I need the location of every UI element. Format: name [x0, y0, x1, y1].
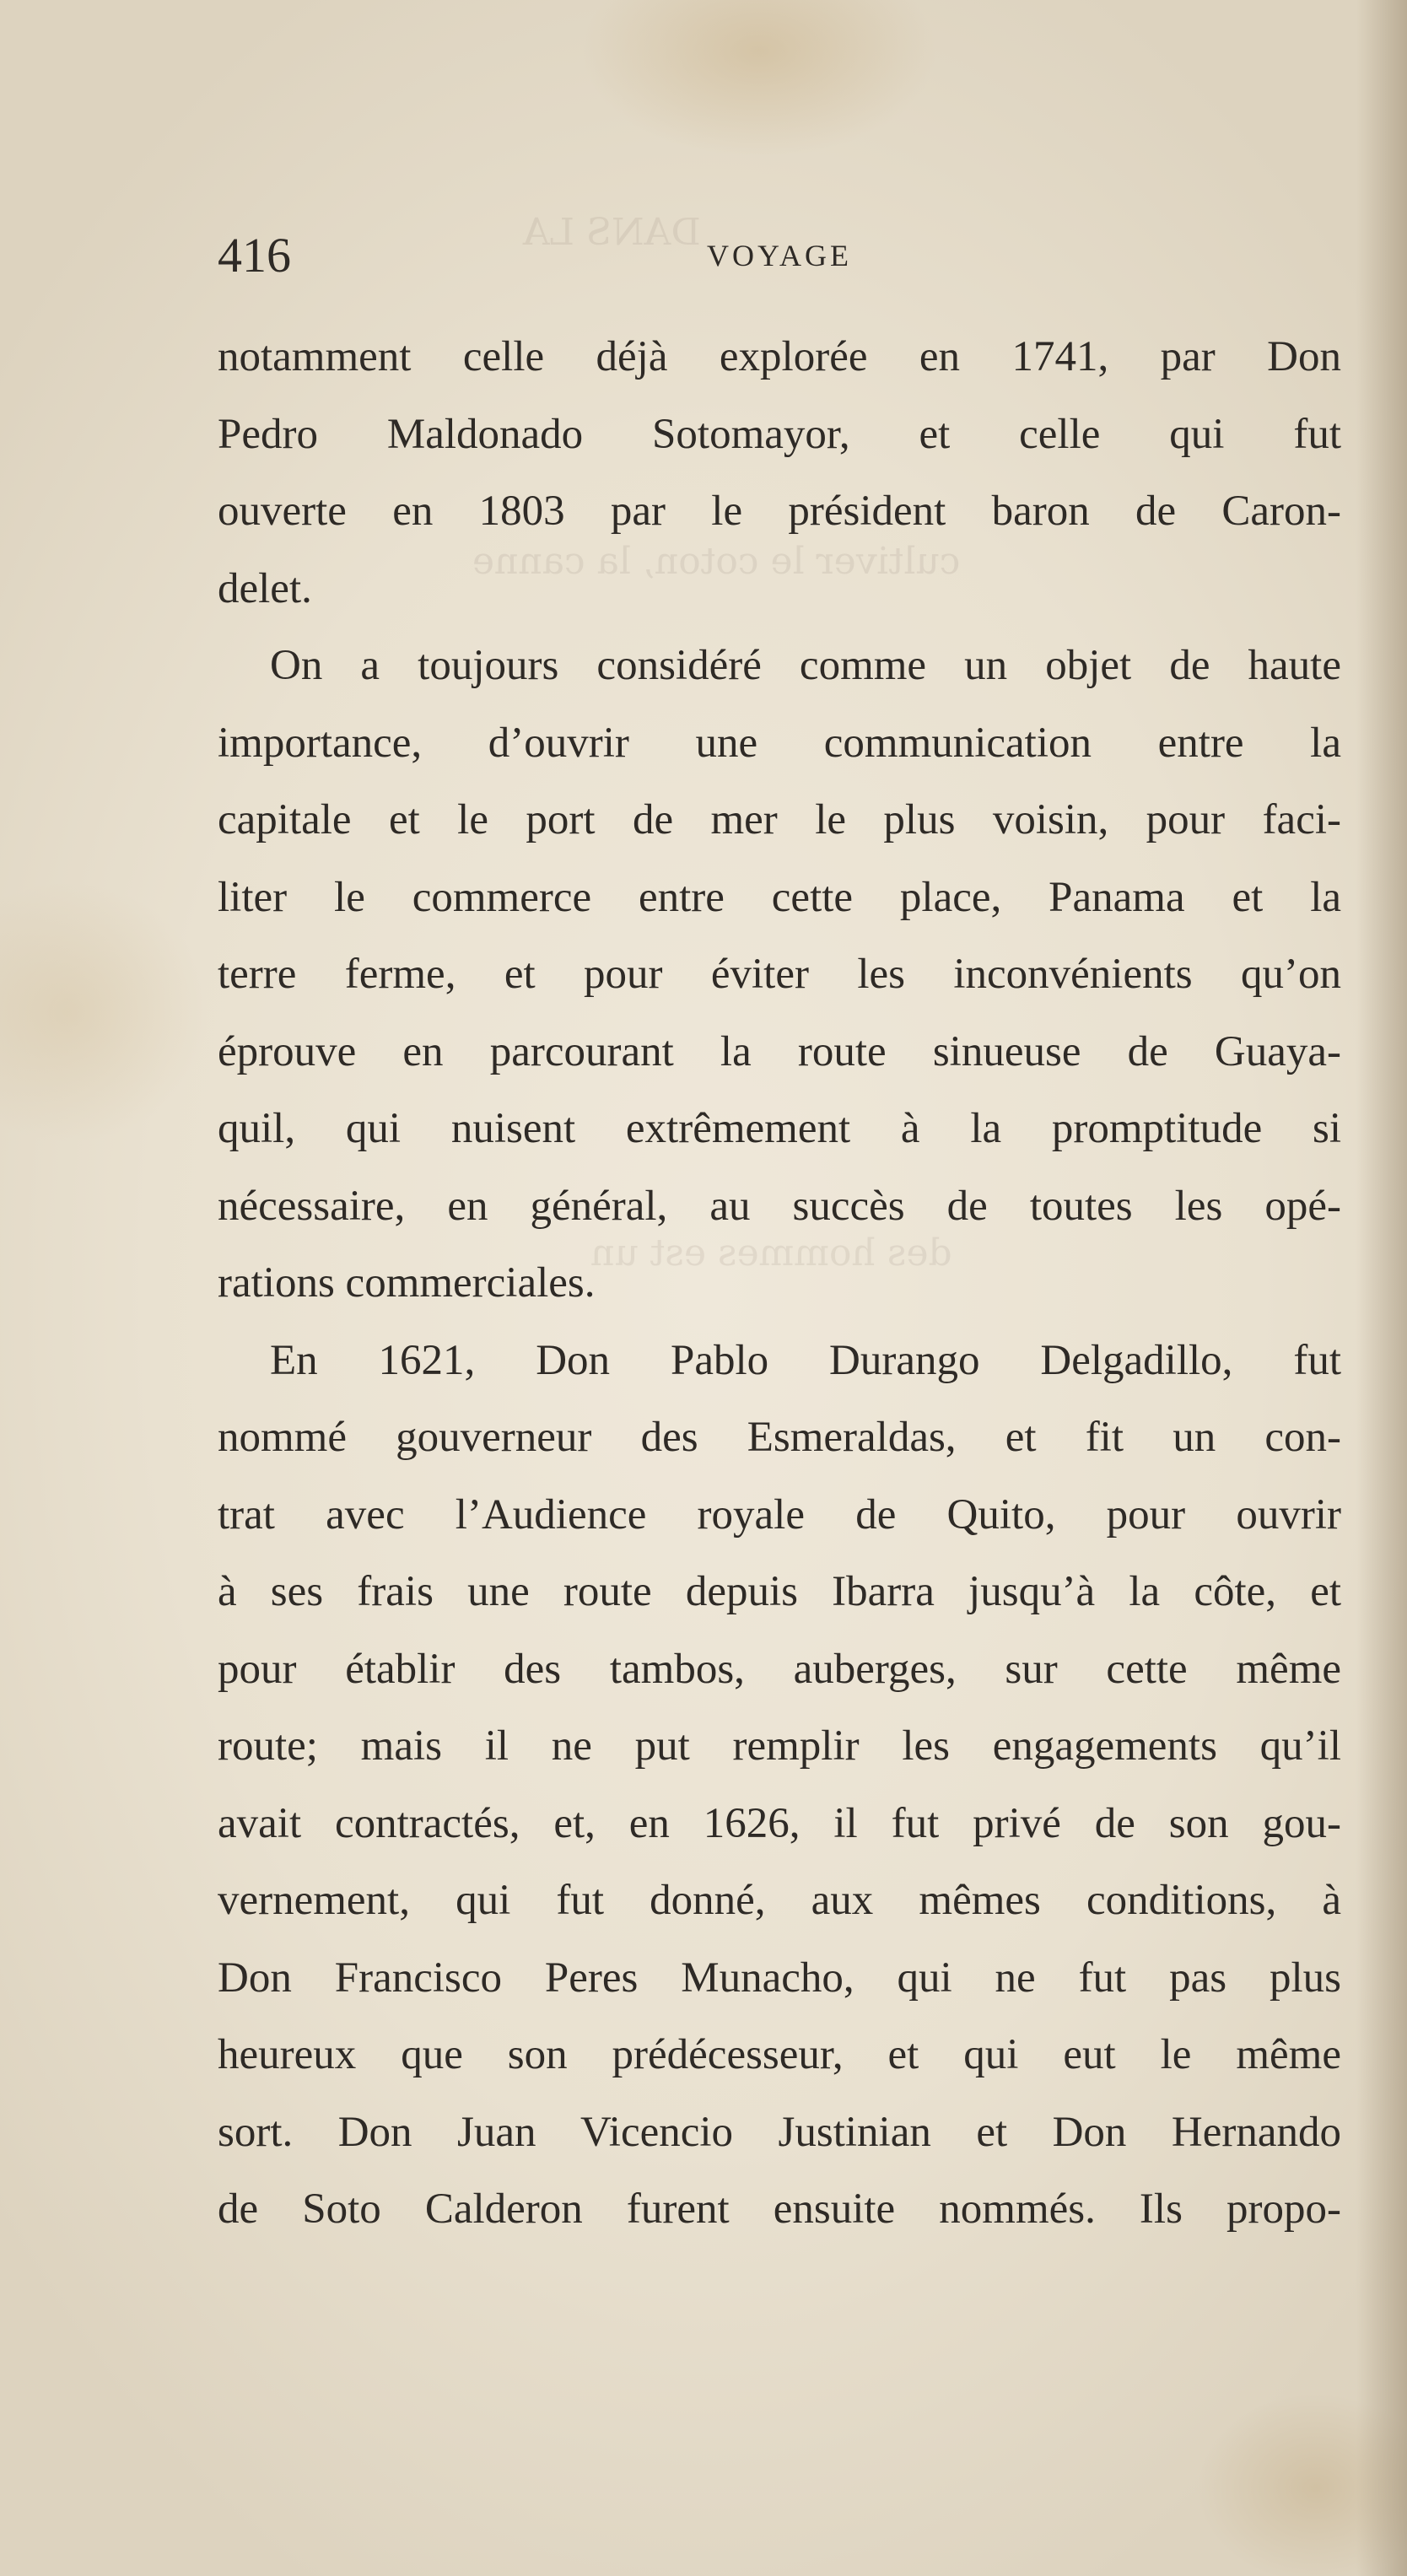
body-text: [218, 319, 1341, 2249]
text-line: route; mais il ne put remplir les engagements qu’il: [218, 1722, 1341, 1770]
text-line: Don Francisco Peres Munacho, qui ne fut pas plus: [218, 1954, 1341, 2002]
page-number: 416: [218, 228, 291, 283]
text-line: notamment celle déjà explorée en 1741, par Don: [218, 333, 1341, 380]
show-through-text: cultiver le coton, la canne: [472, 540, 961, 583]
text-line: sort. Don Juan Vicencio Justinian et Don Hernando: [218, 2108, 1341, 2156]
text-line: nécessaire, en général, au succès de toutes les opé-: [218, 1182, 1341, 1230]
text-line: delet.: [218, 564, 312, 612]
page-edge-shadow: [1356, 0, 1407, 2576]
text-line: En 1621, Don Pablo Durango Delgadillo, fut: [270, 1336, 1341, 1384]
page-header: [218, 226, 1341, 285]
text-line: heureux que son prédécesseur, et qui eut le même: [218, 2031, 1341, 2078]
text-line: terre ferme, et pour éviter les inconvénients qu’on: [218, 951, 1341, 998]
text-line: quil, qui nuisent extrêmement à la promptitude si: [218, 1105, 1341, 1152]
text-line: ouverte en 1803 par le président baron de Caron-: [218, 488, 1341, 535]
text-line: de Soto Calderon furent ensuite nommés. Ils propo-: [218, 2185, 1341, 2233]
text-line: Pedro Maldonado Sotomayor, et celle qui fut: [218, 410, 1341, 458]
running-title: VOYAGE: [707, 239, 852, 272]
text-line: à ses frais une route depuis Ibarra jusqu’à la côte, et: [218, 1568, 1341, 1615]
text-line: rations commerciales.: [218, 1259, 596, 1307]
show-through-text: DANS LA: [523, 211, 701, 254]
text-line: liter le commerce entre cette place, Panama et la: [218, 873, 1341, 921]
show-through-text: des hommes est un: [590, 1231, 952, 1275]
text-line: vernement, qui fut donné, aux mêmes conditions, à: [218, 1877, 1341, 1924]
text-line: trat avec l’Audience royale de Quito, pour ouvrir: [218, 1490, 1341, 1539]
text-line: avait contractés, et, en 1626, il fut privé de son gou-: [218, 1799, 1341, 1847]
text-line: On a toujours considéré comme un objet de haute: [270, 642, 1341, 689]
text-line: pour établir des tambos, auberges, sur cette même: [218, 1645, 1341, 1693]
text-line: importance, d’ouvrir une communication entre la: [218, 719, 1341, 767]
text-line: nommé gouverneur des Esmeraldas, et fit un con-: [218, 1414, 1341, 1461]
text-line: capitale et le port de mer le plus voisin, pour faci-: [218, 796, 1341, 843]
text-line: éprouve en parcourant la route sinueuse de Guaya-: [218, 1027, 1341, 1075]
